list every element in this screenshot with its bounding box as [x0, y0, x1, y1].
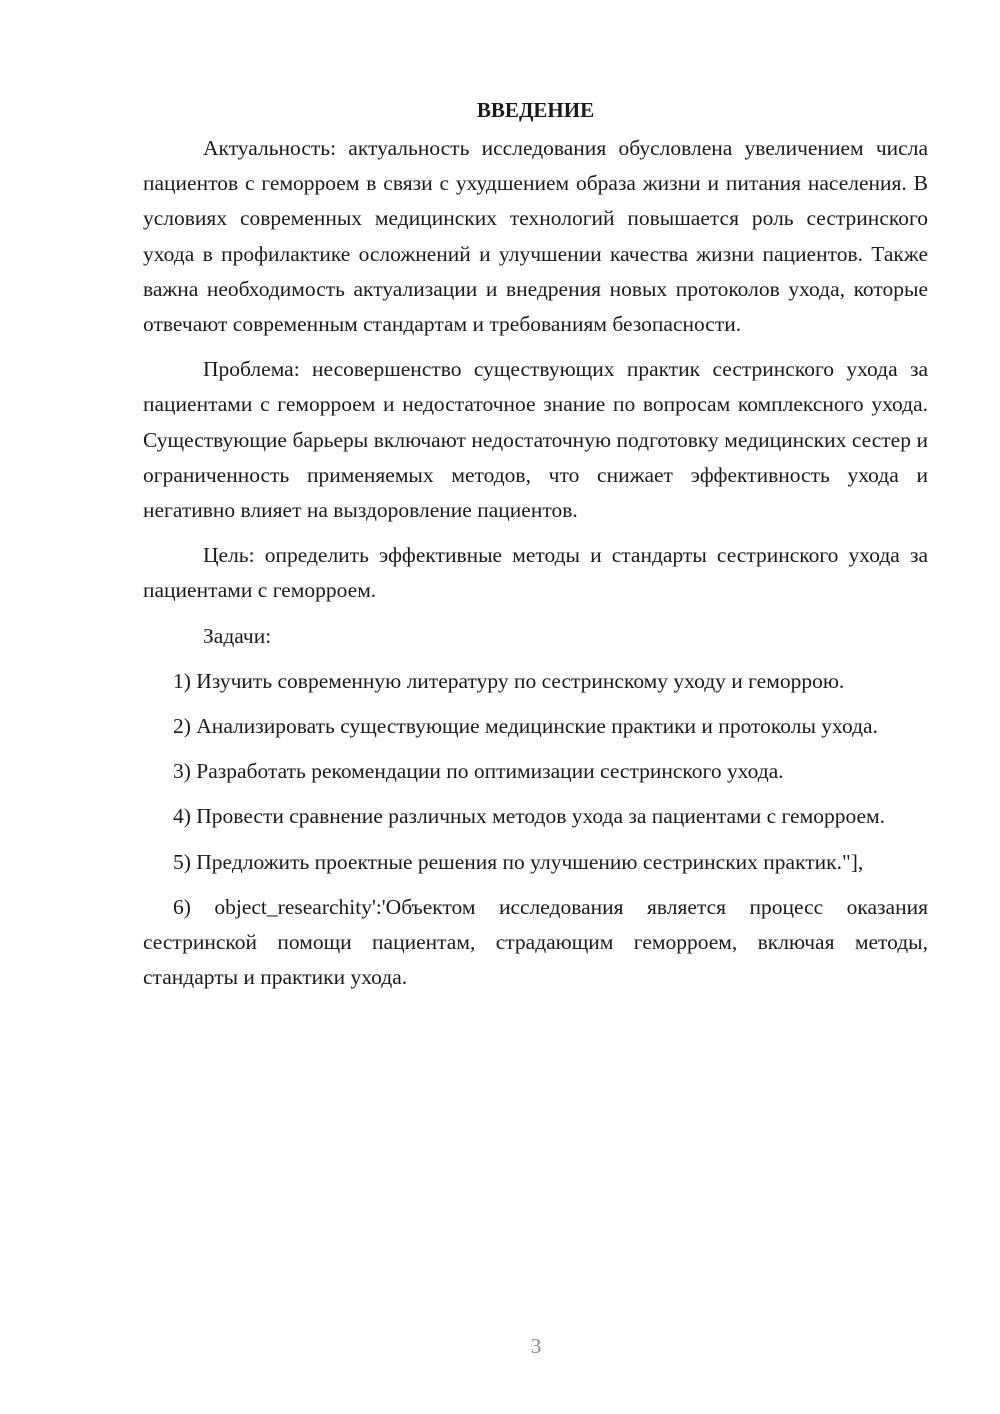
task-item-2: 2) Анализировать существующие медицинские практики и протоколы ухода.	[173, 714, 878, 739]
task-item-3: 3) Разработать рекомендации по оптимизации сестринского ухода.	[173, 759, 784, 784]
paragraph-relevance: Актуальность: актуальность исследования обусловлена увеличением числа пациентов с геморроем в связи с ухудшением образа жизни и питания населения. В условиях современных медицинских технологий повышается роль сестринского ухода в профилактике осложнений и улучшении качества жизни пациентов. Также важна необходимость актуализации и внедрения новых протоколов ухода, которые отвечают современным стандартам и требованиям безопасности.	[143, 136, 928, 337]
paragraph-problem: Проблема: несовершенство существующих практик сестринского ухода за пациентами с геморроем и недостаточное знание по вопросам комплексного ухода. Существующие барьеры включают недостаточную подготовку медицинских сестер и ограниченность применяемых методов, что снижает эффективность ухода и негативно влияет на выздоровление пациентов.	[143, 357, 928, 523]
paragraph-tasks-label: Задачи:	[203, 623, 272, 648]
task-item-6: 6) object_researchity':'Объектом исследования является процесс оказания сестринской помощи пациентам, страдающим геморроем, включая методы, стандарты и практики ухода.	[143, 894, 928, 990]
page-number: 3	[530, 1334, 542, 1358]
task-item-1: 1) Изучить современную литературу по сестринскому уходу и геморрою.	[173, 668, 845, 693]
paragraph-goal: Цель: определить эффективные методы и стандарты сестринского ухода за пациентами с геморроем.	[143, 543, 928, 603]
section-heading: ВВЕДЕНИЕ	[476, 98, 595, 122]
task-item-4: 4) Провести сравнение различных методов ухода за пациентами с геморроем.	[173, 804, 885, 829]
document-page	[143, 92, 928, 1005]
task-item-5: 5) Предложить проектные решения по улучшению сестринских практик."],	[173, 849, 864, 874]
